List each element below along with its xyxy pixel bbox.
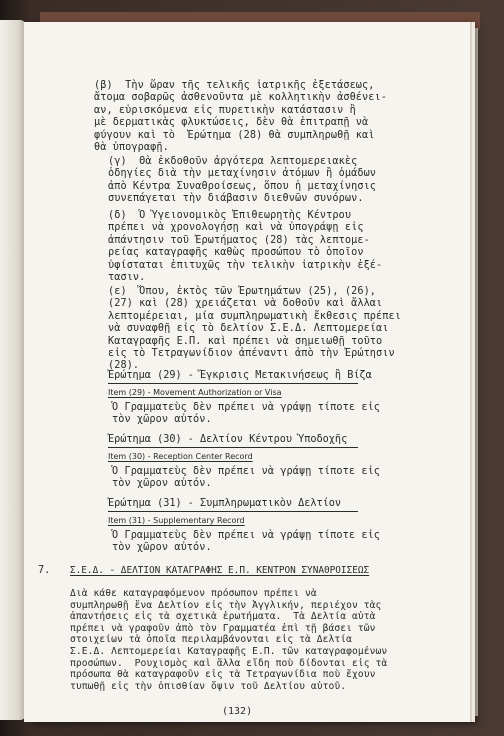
- item-30-body: Ὁ Γραμματεὺς δὲν πρέπει νὰ γράψῃ τίποτε εἰς τὸν χῶρον αὐτόν.: [112, 466, 381, 490]
- paragraph-d: (δ) Ὁ Ὑγειονομικὸς Ἐπιθεωρητὴς Κέντρου πρέπει νὰ χρονολογήσῃ καὶ νὰ ὑπογράψῃ εἰς ἀπάντησιν τοῦ Ἐρωτήματος (28) τὰς λεπτομε- ρείας καταγραφῆς καθὼς προσώπου τὸ ὁποῖον ὑφίσταται ἐπιτυχῶς τὴν τελικὴν ἰατρικὴν ἐξέ- τασιν.: [108, 210, 383, 284]
- item-31-title: Ἐρώτημα (31) - Συμπληρωματικὸν Δελτίον: [108, 498, 342, 509]
- item-30-subtitle: Item (30) - Reception Center Record: [108, 452, 253, 461]
- section-body: Διὰ κάθε καταγραφόμενον πρόσωπον πρέπει νὰ συμπληρωθῇ ἕνα Δελτίον εἰς τὴν Ἀγγλικήν, περιέχον τὰς ἀπαντήσεις εἰς τὰ σχετικὰ ἐρωτήματα. Τὰ Δελτία αὐτὰ πρέπει νὰ γραφοῦν ἀπὸ τὸν Γραμματέα ἐπὶ τῇ βάσει τῶν στοιχείων τὰ ὁποῖα περιλαμβάνονται εἰς τὰ Δελτία Σ.Ε.Δ. Λεπτομερείαι Καταγραφῆς Ε.Π. τῶν καταγραφομένων προσώπων. Ρουχισμὸς καὶ ἄλλα εἴδη ποὺ δίδονται εἰς τὰ πρόσωπα θὰ καταγραφοῦν εἰς τὰ Τετραγωνίδια ποὺ ἔχουν τυπωθῇ εἰς τὴν ὀπισθίαν ὄψιν τοῦ Δελτίου αὐτοῦ.: [70, 588, 388, 692]
- item-31-body: Ὁ Γραμματεὺς δὲν πρέπει νὰ γράψῃ τίποτε εἰς τὸν χῶρον αὐτόν.: [112, 530, 381, 554]
- item-29-title-underline: [108, 383, 358, 384]
- paragraph-g: (γ) Θὰ ἐκδοθοῦν ἀργότερα λεπτομερειακὲς ὁδηγίες διὰ τὴν μεταχίνησιν ἀτόμων ἢ ὁμάδων ἀπὸ Κέντρα Συναθροίσεως, ὅπου ἡ μεταχίνησις συνεπάγεται τὴν διάβασιν διεθνῶν συνόρων.: [108, 156, 377, 205]
- paragraph-b: (β) Τὴν ὥραν τῆς τελικῆς ἰατρικῆς ἐξετάσεως, ἄτομα σοβαρῶς ἀσθενοῦντα μὲ κολλητικὴν ἀσθένει- αν, εὑρισκόμενα εἰς πυρετικὴν κατάστασιν ἢ μὲ δερματικὰς φλυκτώσεις, δὲν θὰ ἐπιτραπῇ νὰ φύγουν καὶ τὸ Ἐρώτημα (28) θὰ συμπληρωθῇ καὶ θὰ ὑπογραφῇ.: [94, 80, 387, 154]
- item-29-subtitle: Item (29) - Movement Authorization or Visa: [108, 388, 282, 397]
- item-29-body: Ὁ Γραμματεὺς δὲν πρέπει νὰ γράψῃ τίποτε εἰς τὸν χῶρον αὐτόν.: [112, 402, 381, 426]
- page-number: (132): [222, 706, 253, 717]
- paragraph-e: (ε) Ὅπου, ἐκτὸς τῶν Ἐρωτημάτων (25), (26), (27) καὶ (28) χρειάζεται νὰ δοθοῦν καὶ ἄλλαι λεπτομέρειαι, μία συμπληρωματικὴ ἔκθεσις πρέπει νὰ συναφθῇ εἰς τὸ δελτίον Σ.Ε.Δ. Λεπτομερείαι Καταγραφῆς Ε.Π. καὶ πρέπει νὰ σημειωθῇ τοῦτο εἰς τὸ Τετραγωνίδιον ἀπέναντι ἀπὸ τὴν Ἐρώτησιν (28).: [108, 286, 401, 372]
- book-binding: [0, 20, 26, 720]
- item-30-title-underline: [108, 447, 358, 448]
- document-page: [24, 22, 470, 722]
- item-31-title-underline: [108, 511, 358, 512]
- section-title: Σ.Ε.Δ. - ΔΕΛΤΙΟΝ ΚΑΤΑΓΡΑΦΗΣ Ε.Π. ΚΕΝΤΡΟΝ ΣΥΝΑΘΡΟΙΣΕΩΣ: [70, 565, 370, 576]
- item-31-subtitle: Item (31) - Supplementary Record: [108, 516, 245, 525]
- item-29-title: Ἐρώτημα (29) - Ἔγκρισις Μετακινήσεως ἢ Βίζα: [108, 370, 372, 381]
- item-30-title: Ἐρώτημα (30) - Δελτίον Κέντρου Ὑποδοχῆς: [108, 434, 348, 445]
- section-number: 7.: [38, 565, 51, 576]
